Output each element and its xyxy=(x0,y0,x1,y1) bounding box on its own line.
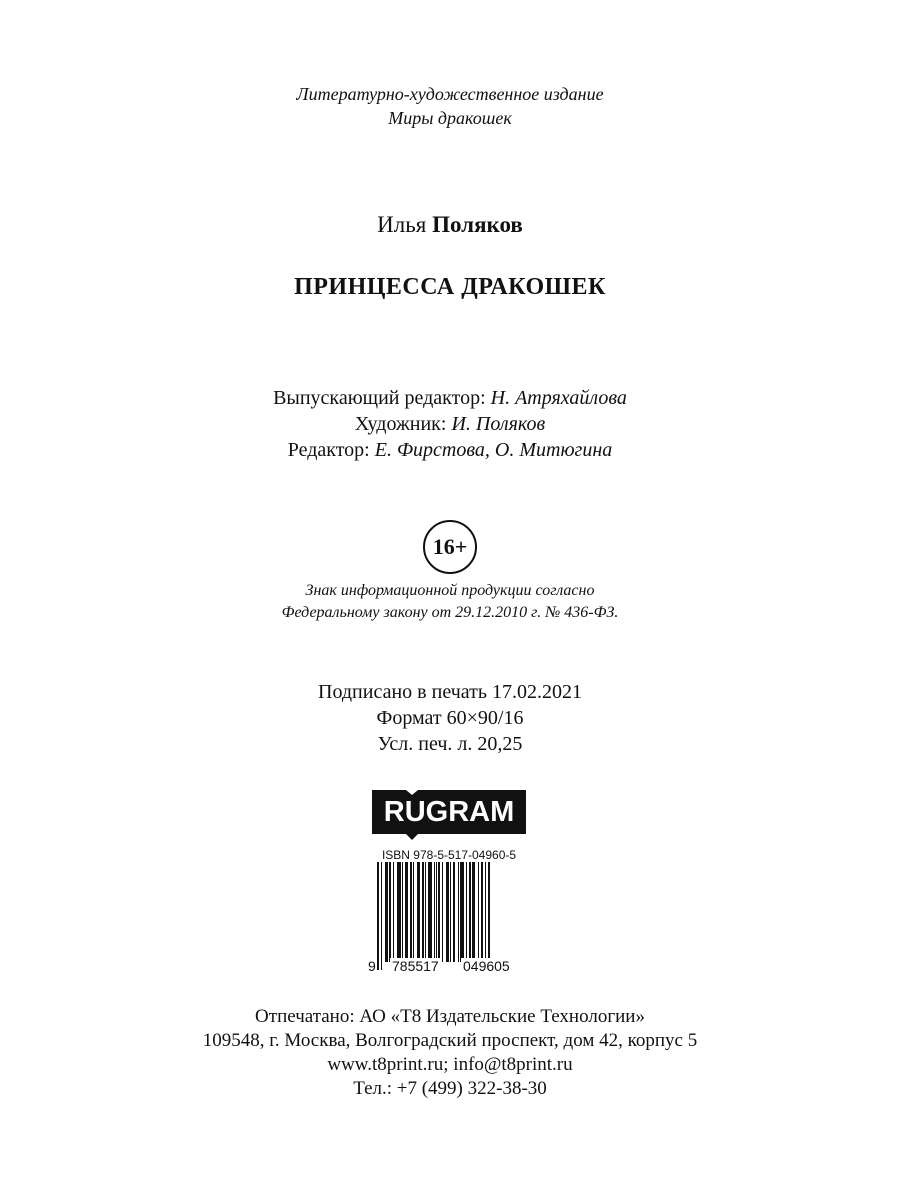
printer-info xyxy=(0,1005,900,1101)
book-title: ПРИНЦЕССА ДРАКОШЕК xyxy=(294,274,606,300)
printer-phone: Тел.: +7 (499) 322-38-30 xyxy=(353,1078,547,1099)
author-name xyxy=(0,212,900,238)
age-note-line: Знак информационной продукции согласно xyxy=(305,582,595,599)
barcode-digits-left: 785517 xyxy=(392,958,439,974)
credit-role: Редактор: xyxy=(287,439,370,461)
credits-block xyxy=(0,385,900,463)
credit-line xyxy=(0,411,900,437)
credit-name: Н. Атряхайлова xyxy=(490,387,627,409)
series-block xyxy=(0,82,900,130)
isbn-barcode xyxy=(377,862,522,962)
age-rating-badge xyxy=(423,520,477,574)
credit-line xyxy=(0,437,900,463)
age-rating-label: 16+ xyxy=(432,534,468,559)
signed-date: Подписано в печать 17.02.2021 xyxy=(318,681,582,703)
printer-name: Отпечатано: АО «Т8 Издательские Технологии» xyxy=(255,1006,645,1027)
publisher-logo-text: RUGRAM xyxy=(383,795,515,828)
credit-role: Выпускающий редактор: xyxy=(273,387,486,409)
credit-name: И. Поляков xyxy=(451,413,546,435)
print-sheets: Усл. печ. л. 20,25 xyxy=(377,733,523,755)
credit-line xyxy=(0,385,900,411)
series-name: Миры дракошек xyxy=(388,108,512,128)
edition-type: Литературно-художественное издание xyxy=(296,84,604,104)
barcode-digit-first: 9 xyxy=(368,958,376,974)
print-info xyxy=(0,679,900,757)
author-last-name: Поляков xyxy=(432,212,523,237)
publisher-logo xyxy=(372,790,526,834)
printer-web: www.t8print.ru; info@t8print.ru xyxy=(327,1054,573,1075)
age-rating-note xyxy=(0,580,900,624)
age-note-line: Федеральному закону от 29.12.2010 г. № 436-ФЗ. xyxy=(281,604,619,621)
credit-name: Е. Фирстова, О. Митюгина xyxy=(374,439,613,461)
credit-role: Художник: xyxy=(354,413,447,435)
barcode-digits-right: 049605 xyxy=(463,958,510,974)
print-format: Формат 60×90/16 xyxy=(376,707,524,729)
author-first-name: Илья xyxy=(377,212,427,237)
isbn-label: ISBN 978-5-517-04960-5 xyxy=(381,848,517,862)
printer-address: 109548, г. Москва, Волгоградский проспект, дом 42, корпус 5 xyxy=(202,1030,698,1051)
